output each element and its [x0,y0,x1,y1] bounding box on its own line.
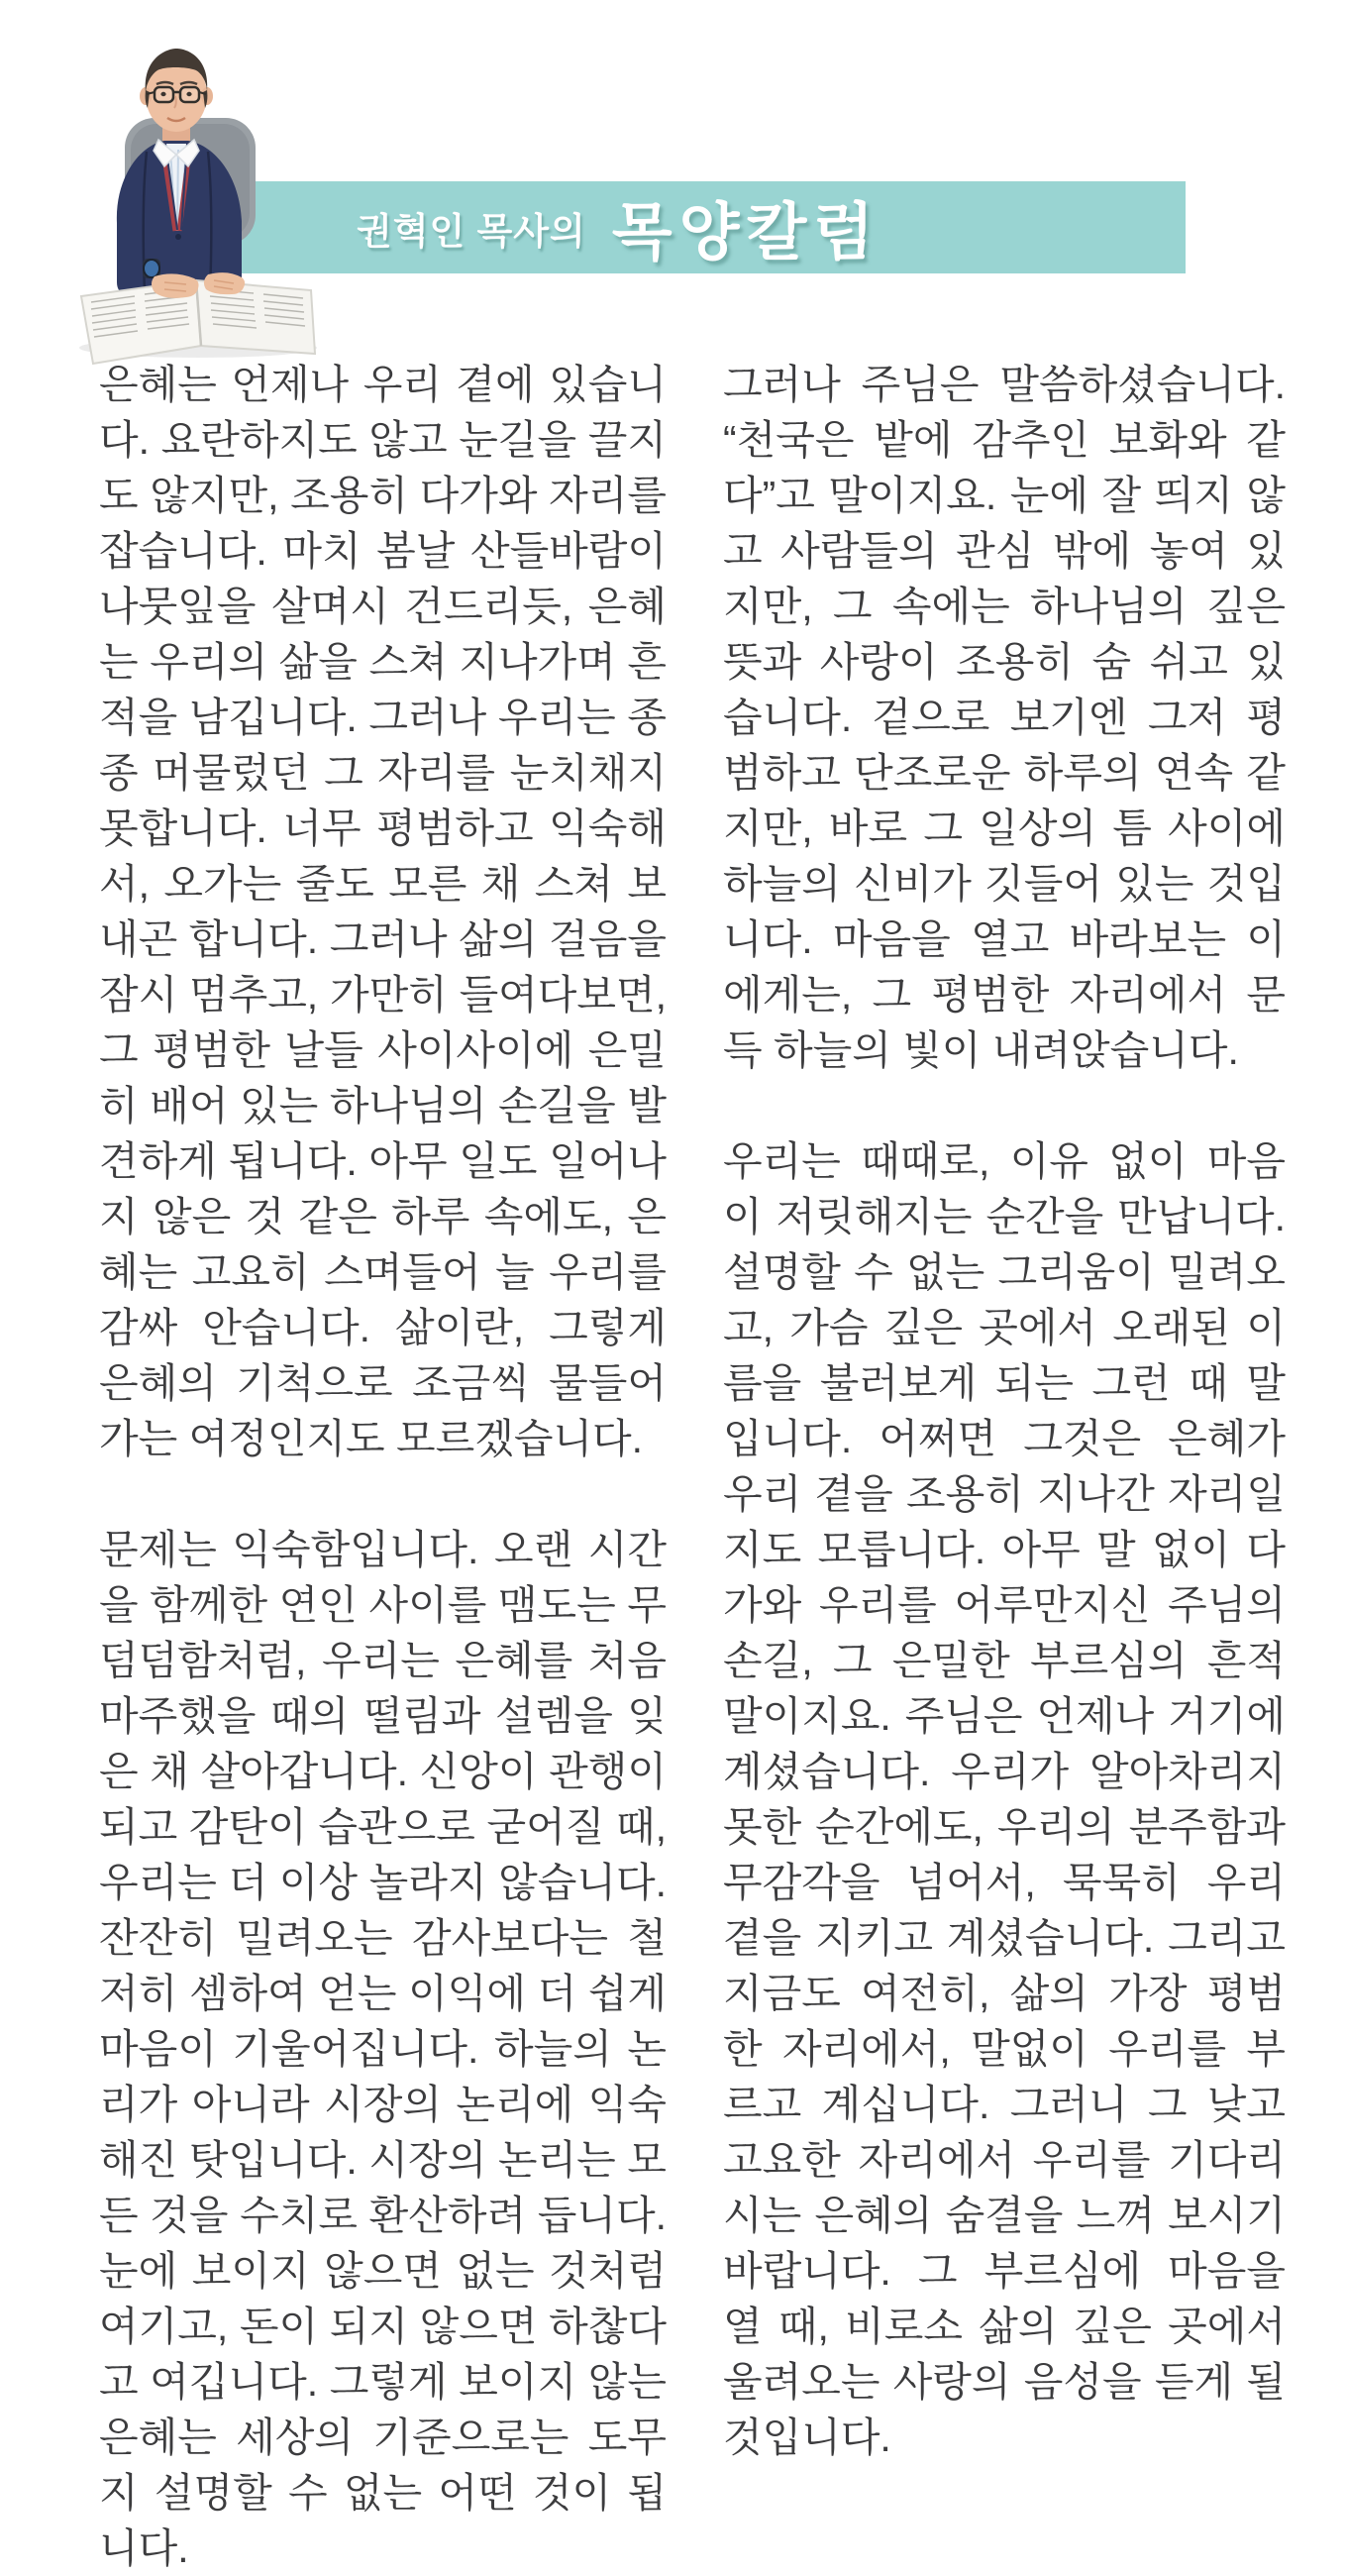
open-bible-book [79,280,317,364]
paragraph-right-1: 그러나 주님은 말씀하셨습니다. “천국은 밭에 감추인 보화와 같다”고 말이지요. 눈에 잘 띄지 않고 사람들의 관심 밖에 놓여 있지만, 그 속에는 하나님의 깊은 뜻과 사랑이 조용히 숨 쉬고 있습니다. 겉으로 보기엔 그저 평범하고 단조로운 하루의 연속 같지만, 바로 그 일상의 틈 사이에 하늘의 신비가 깃들어 있는 것입니다. 마음을 열고 바라보는 이에게는, 그 평범한 자리에서 문득 하늘의 빛이 내려앉습니다. [723,362,1286,1073]
pastor-photo [59,33,342,352]
pastor-photo-illustration [59,33,342,352]
article-column-left [99,357,667,2576]
banner-author-text: 권혁인 목사의 [357,210,586,252]
column-title-banner [238,181,1186,273]
wrist-watch [143,259,160,278]
article-column-right [723,357,1286,2465]
paragraph-right-2: 우리는 때때로, 이유 없이 마음이 저릿해지는 순간을 만납니다. 설명할 수 없는 그리움이 밀려오고, 가슴 깊은 곳에서 오래된 이름을 불러보게 되는 그런 때 말입니다. 어쩌면 그것은 은혜가 우리 곁을 조용히 지나간 자리일지도 모릅니다. 아무 말 없이 다가와 우리를 어루만지신 주님의 손길, 그 은밀한 부르심의 흔적 말이지요. 주님은 언제나 거기에 계셨습니다. 우리가 알아차리지 못한 순간에도, 우리의 분주함과 무감각을 넘어서, 묵묵히 우리 곁을 지키고 계셨습니다. 그리고 지금도 여전히, 삶의 가장 평범한 자리에서, 말없이 우리를 부르고 계십니다. 그러니 그 낮고 고요한 자리에서 우리를 기다리시는 은혜의 숨결을 느껴 보시기 바랍니다. 그 부르심에 마음을 열 때, 비로소 삶의 깊은 곳에서 울려오는 사랑의 음성을 듣게 될 것입니다. [723,1138,1286,2460]
paragraph-left-2: 문제는 익숙함입니다. 오랜 시간을 함께한 연인 사이를 맴도는 무덤덤함처럼, 우리는 은혜를 처음 마주했을 때의 떨림과 설렘을 잊은 채 살아갑니다. 신앙이 관행이 되고 감탄이 습관으로 굳어질 때, 우리는 더 이상 놀라지 않습니다. 잔잔히 밀려오는 감사보다는 철저히 셈하여 얻는 이익에 더 쉽게 마음이 기울어집니다. 하늘의 논리가 아니라 시장의 논리에 익숙해진 탓입니다. 시장의 논리는 모든 것을 수치로 환산하려 듭니다. 눈에 보이지 않으면 없는 것처럼 여기고, 돈이 되지 않으면 하찮다고 여깁니다. 그렇게 보이지 않는 은혜는 세상의 기준으로는 도무지 설명할 수 없는 어떤 것이 됩니다. [99,1527,667,2571]
banner-title-text: 목양칼럼 [611,198,881,268]
paragraph-left-1: 은혜는 언제나 우리 곁에 있습니다. 요란하지도 않고 눈길을 끌지도 않지만, 조용히 다가와 자리를 잡습니다. 마치 봄날 산들바람이 나뭇잎을 살며시 건드리듯, 은혜는 우리의 삶을 스쳐 지나가며 흔적을 남깁니다. 그러나 우리는 종종 머물렀던 그 자리를 눈치채지 못합니다. 너무 평범하고 익숙해서, 오가는 줄도 모른 채 스쳐 보내곤 합니다. 그러나 삶의 걸음을 잠시 멈추고, 가만히 들여다보면, 그 평범한 날들 사이사이에 은밀히 배어 있는 하나님의 손길을 발견하게 됩니다. 아무 일도 일어나지 않은 것 같은 하루 속에도, 은혜는 고요히 스며들어 늘 우리를 감싸 안습니다. 삶이란, 그렇게 은혜의 기척으로 조금씩 물들어 가는 여정인지도 모르겠습니다. [99,362,667,1461]
